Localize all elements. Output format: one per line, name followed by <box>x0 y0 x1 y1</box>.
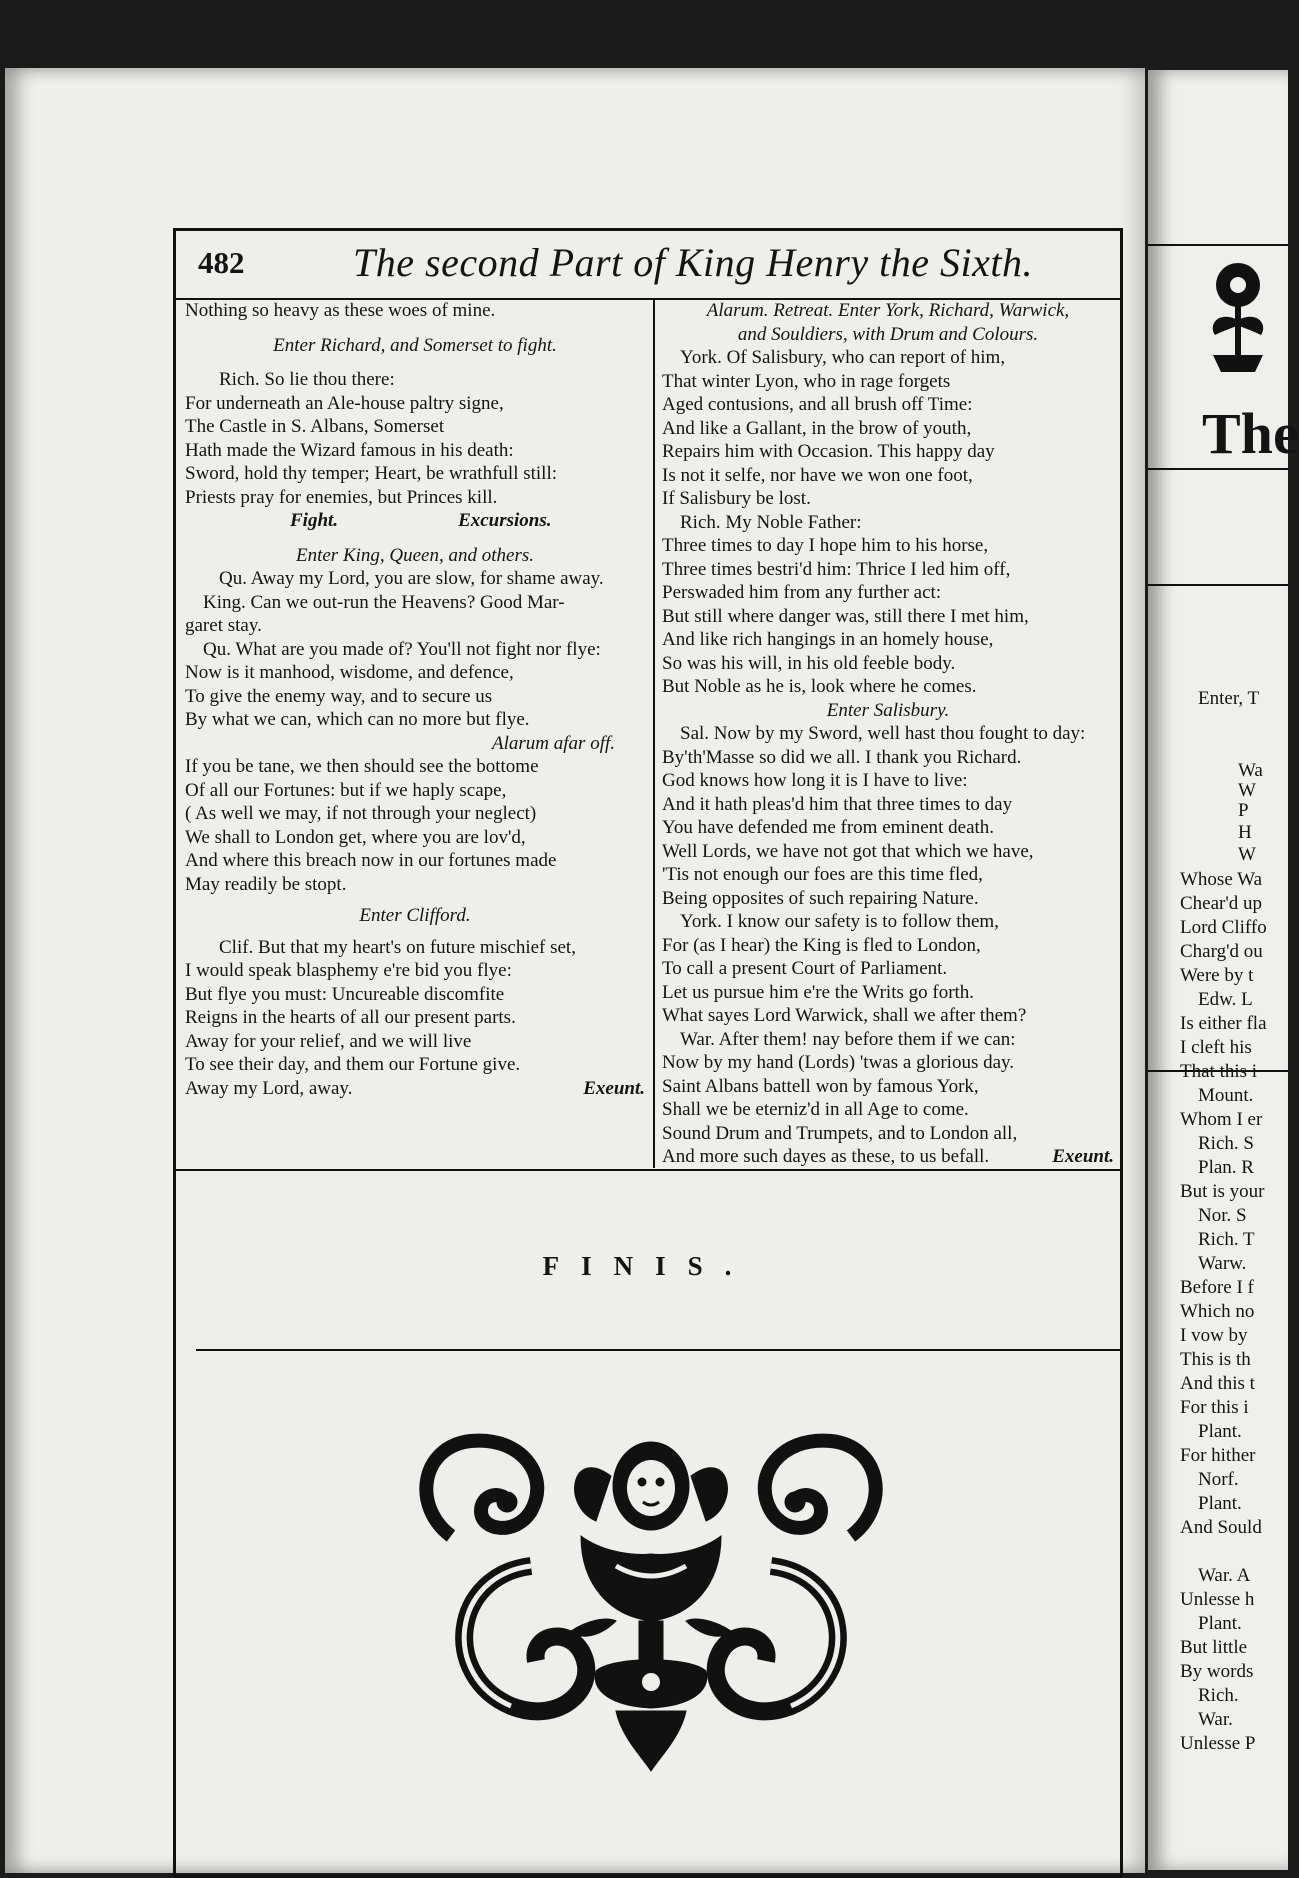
verse-line: Nothing so heavy as these woes of mine. <box>185 300 496 321</box>
text-bottom-rule <box>176 1169 1120 1171</box>
facing-text-line: W <box>1238 780 1256 801</box>
speech-line: Qu. Away my Lord, you are slow, for shame away. <box>219 568 604 589</box>
verse-line: To see their day, and them our Fortune give. <box>185 1054 521 1075</box>
facing-text-line: But is your <box>1180 1181 1265 1202</box>
facing-page-fragment <box>1148 70 1299 1870</box>
facing-rule <box>1148 584 1288 586</box>
ornament-graphic <box>411 1416 891 1776</box>
flower-ornament-icon <box>1203 260 1273 375</box>
verse-line: 'Tis not enough our foes are this time fled, <box>662 864 983 885</box>
verse-line: And like rich hangings in an homely house, <box>662 629 994 650</box>
facing-rule <box>1148 468 1288 470</box>
verse-line: ( As well we may, if not through your neglect) <box>185 803 537 824</box>
finis-rule <box>196 1349 1120 1351</box>
facing-text-line: Lord Cliffo <box>1180 917 1267 938</box>
facing-text-line: Whom I er <box>1180 1109 1263 1130</box>
verse-line: Now by my hand (Lords) 'twas a glorious day. <box>662 1052 1015 1073</box>
verse-line: Priests pray for enemies, but Princes kill. <box>185 486 498 508</box>
facing-text-line: P <box>1238 800 1249 821</box>
verse-line: Being opposites of such repairing Nature. <box>662 887 979 909</box>
speech-line: Clif. But that my heart's on future mischief set, <box>219 936 576 958</box>
verse-line: Reigns in the hearts of all our present parts. <box>185 1007 516 1028</box>
verse-line: You have defended me from eminent death. <box>662 817 995 838</box>
facing-text-line: This is th <box>1180 1349 1251 1370</box>
facing-text-line: But little <box>1180 1637 1248 1658</box>
verse-line: But Noble as he is, look where he comes. <box>662 676 977 697</box>
facing-text-line: Wa <box>1238 760 1263 781</box>
verse-line: God knows how long it is I have to live: <box>662 770 968 791</box>
verse-line: Let us pursue him e're the Writs go forth. <box>662 981 975 1003</box>
verse-line: We shall to London get, where you are lov'd, <box>185 826 526 848</box>
facing-text-line: Unlesse P <box>1180 1733 1256 1754</box>
verse-line: Three times to day I hope him to his horse, <box>662 535 989 556</box>
facing-text-line: Which no <box>1180 1301 1255 1322</box>
facing-text-line: Rich. <box>1198 1685 1239 1706</box>
verse-line: Three times bestri'd him: Thrice I led him off, <box>662 558 1011 580</box>
verse-line: To call a present Court of Parliament. <box>662 958 948 979</box>
verse-line: May readily be stopt. <box>185 873 347 895</box>
verse-line: And more such dayes as these, to us befall. <box>662 1146 990 1167</box>
final-line-row <box>185 1077 645 1101</box>
verse-line: Of all our Fortunes: but if we haply scape, <box>185 779 507 801</box>
stage-direction: Alarum afar off. <box>492 732 615 754</box>
stage-direction-row <box>185 509 645 533</box>
stage-direction: Enter Richard, and Somerset to fight. <box>273 334 557 356</box>
page-number: 482 <box>198 245 245 280</box>
facing-text-line: Enter, T <box>1198 688 1260 709</box>
stage-direction: Enter Salisbury. <box>826 699 950 721</box>
facing-text-line: Warw. <box>1198 1253 1247 1274</box>
facing-text-line: For hither <box>1180 1445 1256 1466</box>
facing-text-line: Unlesse h <box>1180 1589 1255 1610</box>
verse-line: Aged contusions, and all brush off Time: <box>662 394 973 415</box>
facing-text-line: Rich. S <box>1198 1133 1254 1154</box>
facing-text-line: Whose Wa <box>1180 869 1263 890</box>
speech-line: York. Of Salisbury, who can report of him, <box>680 347 1006 368</box>
stage-direction: and Souldiers, with Drum and Colours. <box>737 323 1039 345</box>
verse-line: So was his will, in his old feeble body. <box>662 652 956 674</box>
speech-line: Rich. So lie thou there: <box>219 369 395 390</box>
facing-text-line: War. A <box>1198 1565 1251 1586</box>
facing-text-line: And this t <box>1180 1373 1255 1394</box>
page-header <box>176 231 1120 297</box>
verse-line: But flye you must: Uncureable discomfite <box>185 983 505 1005</box>
verse-line: Saint Albans battell won by famous York, <box>662 1075 979 1097</box>
facing-text-line: Before I f <box>1180 1277 1254 1298</box>
facing-text-line: That this i <box>1180 1061 1258 1082</box>
facing-text-line: Plant. <box>1198 1421 1242 1442</box>
speech-line: York. I know our safety is to follow them, <box>680 911 999 932</box>
tailpiece-ornament <box>411 1416 891 1776</box>
verse-line: I would speak blasphemy e're bid you flye: <box>185 960 512 981</box>
verse-line: Hath made the Wizard famous in his death: <box>185 439 514 461</box>
verse-line: Away for your relief, and we will live <box>185 1030 472 1052</box>
speech-line: Qu. What are you made of? You'll not fight nor flye: <box>203 638 601 660</box>
facing-text-line: Plant. <box>1198 1613 1242 1634</box>
final-line-row <box>662 1145 1114 1169</box>
verse-line: What sayes Lord Warwick, shall we after them? <box>662 1005 1027 1026</box>
verse-line: Shall we be eterniz'd in all Age to come. <box>662 1099 969 1120</box>
verse-line: Well Lords, we have not got that which we have, <box>662 840 1034 862</box>
stage-direction: Fight. <box>290 510 339 531</box>
stage-direction: Alarum. Retreat. Enter York, Richard, Warwick, <box>706 300 1070 321</box>
facing-text-line: By words <box>1180 1661 1254 1682</box>
stage-direction: Enter Clifford. <box>359 905 471 926</box>
verse-line: To give the enemy way, and to secure us <box>185 685 493 707</box>
verse-line: Is not it selfe, nor have we won one foot, <box>662 464 973 486</box>
verse-line: Now is it manhood, wisdome, and defence, <box>185 662 514 683</box>
stage-direction: Enter King, Queen, and others. <box>295 544 534 566</box>
verse-line: Repairs him with Occasion. This happy day <box>662 441 995 462</box>
facing-text-line: And Sould <box>1180 1517 1262 1538</box>
verse-line: If you be tane, we then should see the bottome <box>185 756 539 777</box>
facing-text-line: For this i <box>1180 1397 1249 1418</box>
facing-text-line: H <box>1238 822 1252 843</box>
facing-text-line: Were by t <box>1180 965 1254 986</box>
verse-line: And where this breach now in our fortunes made <box>185 850 557 871</box>
facing-text-line: War. <box>1198 1709 1233 1730</box>
facing-text-line: Is either fla <box>1180 1013 1267 1034</box>
facing-text-line: Chear'd up <box>1180 893 1263 914</box>
speech-line: War. After them! nay before them if we can: <box>680 1028 1016 1050</box>
verse-line: That winter Lyon, who in rage forgets <box>662 370 951 392</box>
text-frame <box>173 228 1123 1878</box>
verse-line: For underneath an Ale-house paltry signe, <box>185 392 504 414</box>
verse-line: garet stay. <box>185 615 262 636</box>
left-page <box>5 68 1145 1873</box>
verse-line: By'th'Masse so did we all. I thank you Richard. <box>662 746 1022 768</box>
facing-text-line: I cleft his <box>1180 1037 1252 1058</box>
facing-text-line: Norf. <box>1198 1469 1239 1490</box>
facing-text-line: Charg'd ou <box>1180 941 1263 962</box>
verse-line: Away my Lord, away. <box>185 1077 353 1099</box>
speech-line: King. Can we out-run the Heavens? Good Mar- <box>203 591 565 613</box>
verse-line: The Castle in S. Albans, Somerset <box>185 416 445 437</box>
verse-line: For (as I hear) the King is fled to London, <box>662 934 981 956</box>
stage-direction: Excursions. <box>458 510 552 531</box>
facing-text-line: Edw. L <box>1198 989 1253 1010</box>
finis-mark: FINIS. <box>542 1251 754 1281</box>
facing-text-line: Plant. <box>1198 1493 1242 1514</box>
running-title: The second Part of King Henry the Sixth. <box>353 240 1033 285</box>
speech-line: Rich. My Noble Father: <box>680 511 862 533</box>
verse-line: Sword, hold thy temper; Heart, be wrathfull still: <box>185 463 558 484</box>
facing-text-line: Plan. R <box>1198 1157 1254 1178</box>
column-divider <box>653 300 655 1168</box>
verse-line: By what we can, which can no more but flye. <box>185 709 530 730</box>
facing-text-line: W <box>1238 844 1256 865</box>
verse-line: If Salisbury be lost. <box>662 488 811 509</box>
verse-line: And it hath pleas'd him that three times to day <box>662 793 1013 815</box>
verse-line: But still where danger was, still there I met him, <box>662 605 1029 627</box>
verse-line: Sound Drum and Trumpets, and to London all, <box>662 1122 1018 1144</box>
verse-line: Perswaded him from any further act: <box>662 582 942 603</box>
right-text-column <box>662 299 1114 1169</box>
stage-direction-exeunt: Exeunt. <box>583 1077 645 1099</box>
facing-text-line: Nor. S <box>1198 1205 1247 1226</box>
facing-text-line: Mount. <box>1198 1085 1254 1106</box>
stage-direction-exeunt: Exeunt. <box>1052 1146 1114 1167</box>
left-text-column <box>185 299 645 1100</box>
facing-text-line: Rich. T <box>1198 1229 1255 1250</box>
facing-text-line: I vow by <box>1180 1325 1248 1346</box>
facing-heading: The <box>1202 401 1299 466</box>
speech-line: Sal. Now by my Sword, well hast thou fought to day: <box>680 723 1086 744</box>
facing-rule <box>1148 244 1288 246</box>
verse-line: And like a Gallant, in the brow of youth, <box>662 417 972 439</box>
